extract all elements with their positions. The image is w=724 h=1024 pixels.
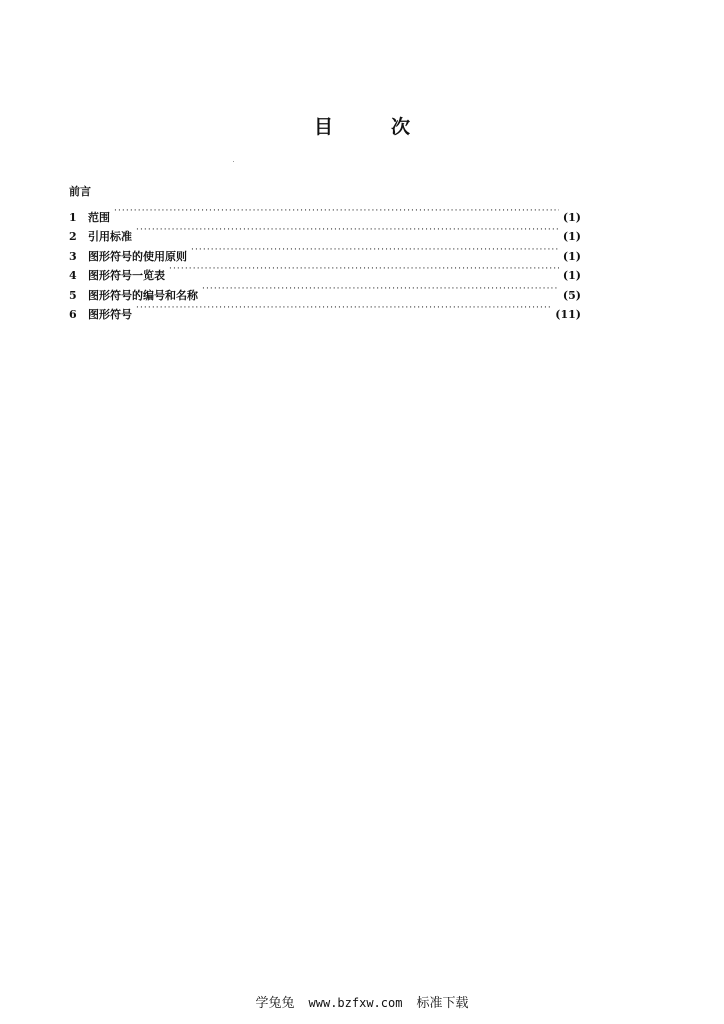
toc-entry-page: (11): [555, 308, 581, 321]
toc-entry[interactable]: [69, 299, 581, 319]
toc-entry-label: 图形符号的使用原则: [88, 249, 187, 263]
toc-entry-label: 引用标准: [88, 230, 132, 243]
toc-leader-dots: [169, 260, 559, 280]
toc-leader-dots: [202, 279, 559, 299]
toc-entry-label: 范围: [88, 210, 110, 224]
toc-entry-page: (1): [562, 249, 581, 263]
toc-leader-dots: [136, 299, 551, 319]
scan-speck: [233, 161, 234, 162]
toc-entry-number: 1: [69, 210, 77, 224]
toc-entry[interactable]: [69, 201, 581, 224]
toc-entry-label: 图形符号: [88, 308, 132, 321]
toc-entry-number: 4: [69, 269, 77, 282]
toc-entry-number: 5: [69, 288, 77, 302]
toc-entry[interactable]: [69, 240, 581, 263]
toc-entry-page: (1): [562, 230, 581, 243]
footer-brand: 学兔兔: [255, 996, 295, 1011]
toc-entry-number: 2: [69, 230, 77, 243]
toc-entry-page: (1): [562, 210, 581, 224]
toc-entry-number: 3: [69, 249, 77, 263]
toc-entry-number: 6: [69, 308, 77, 321]
table-of-contents: [69, 183, 581, 321]
page-footer: [0, 992, 724, 1011]
toc-leader-dots: [191, 240, 559, 260]
page-title: 目次: [313, 116, 468, 138]
toc-entry-label: 图形符号一览表: [88, 269, 165, 282]
toc-entry-page: (5): [562, 288, 581, 302]
toc-leader-dots: [136, 221, 559, 241]
toc-entry-label: 图形符号的编号和名称: [88, 288, 198, 302]
toc-entry-page: (1): [562, 269, 581, 282]
toc-entry[interactable]: [69, 221, 581, 241]
toc-preface[interactable]: 前言: [69, 185, 91, 198]
footer-site-link[interactable]: www.bzfxw.com: [308, 996, 403, 1010]
toc-leader-dots: [114, 201, 559, 221]
footer-tagline: 标准下载: [416, 996, 469, 1011]
